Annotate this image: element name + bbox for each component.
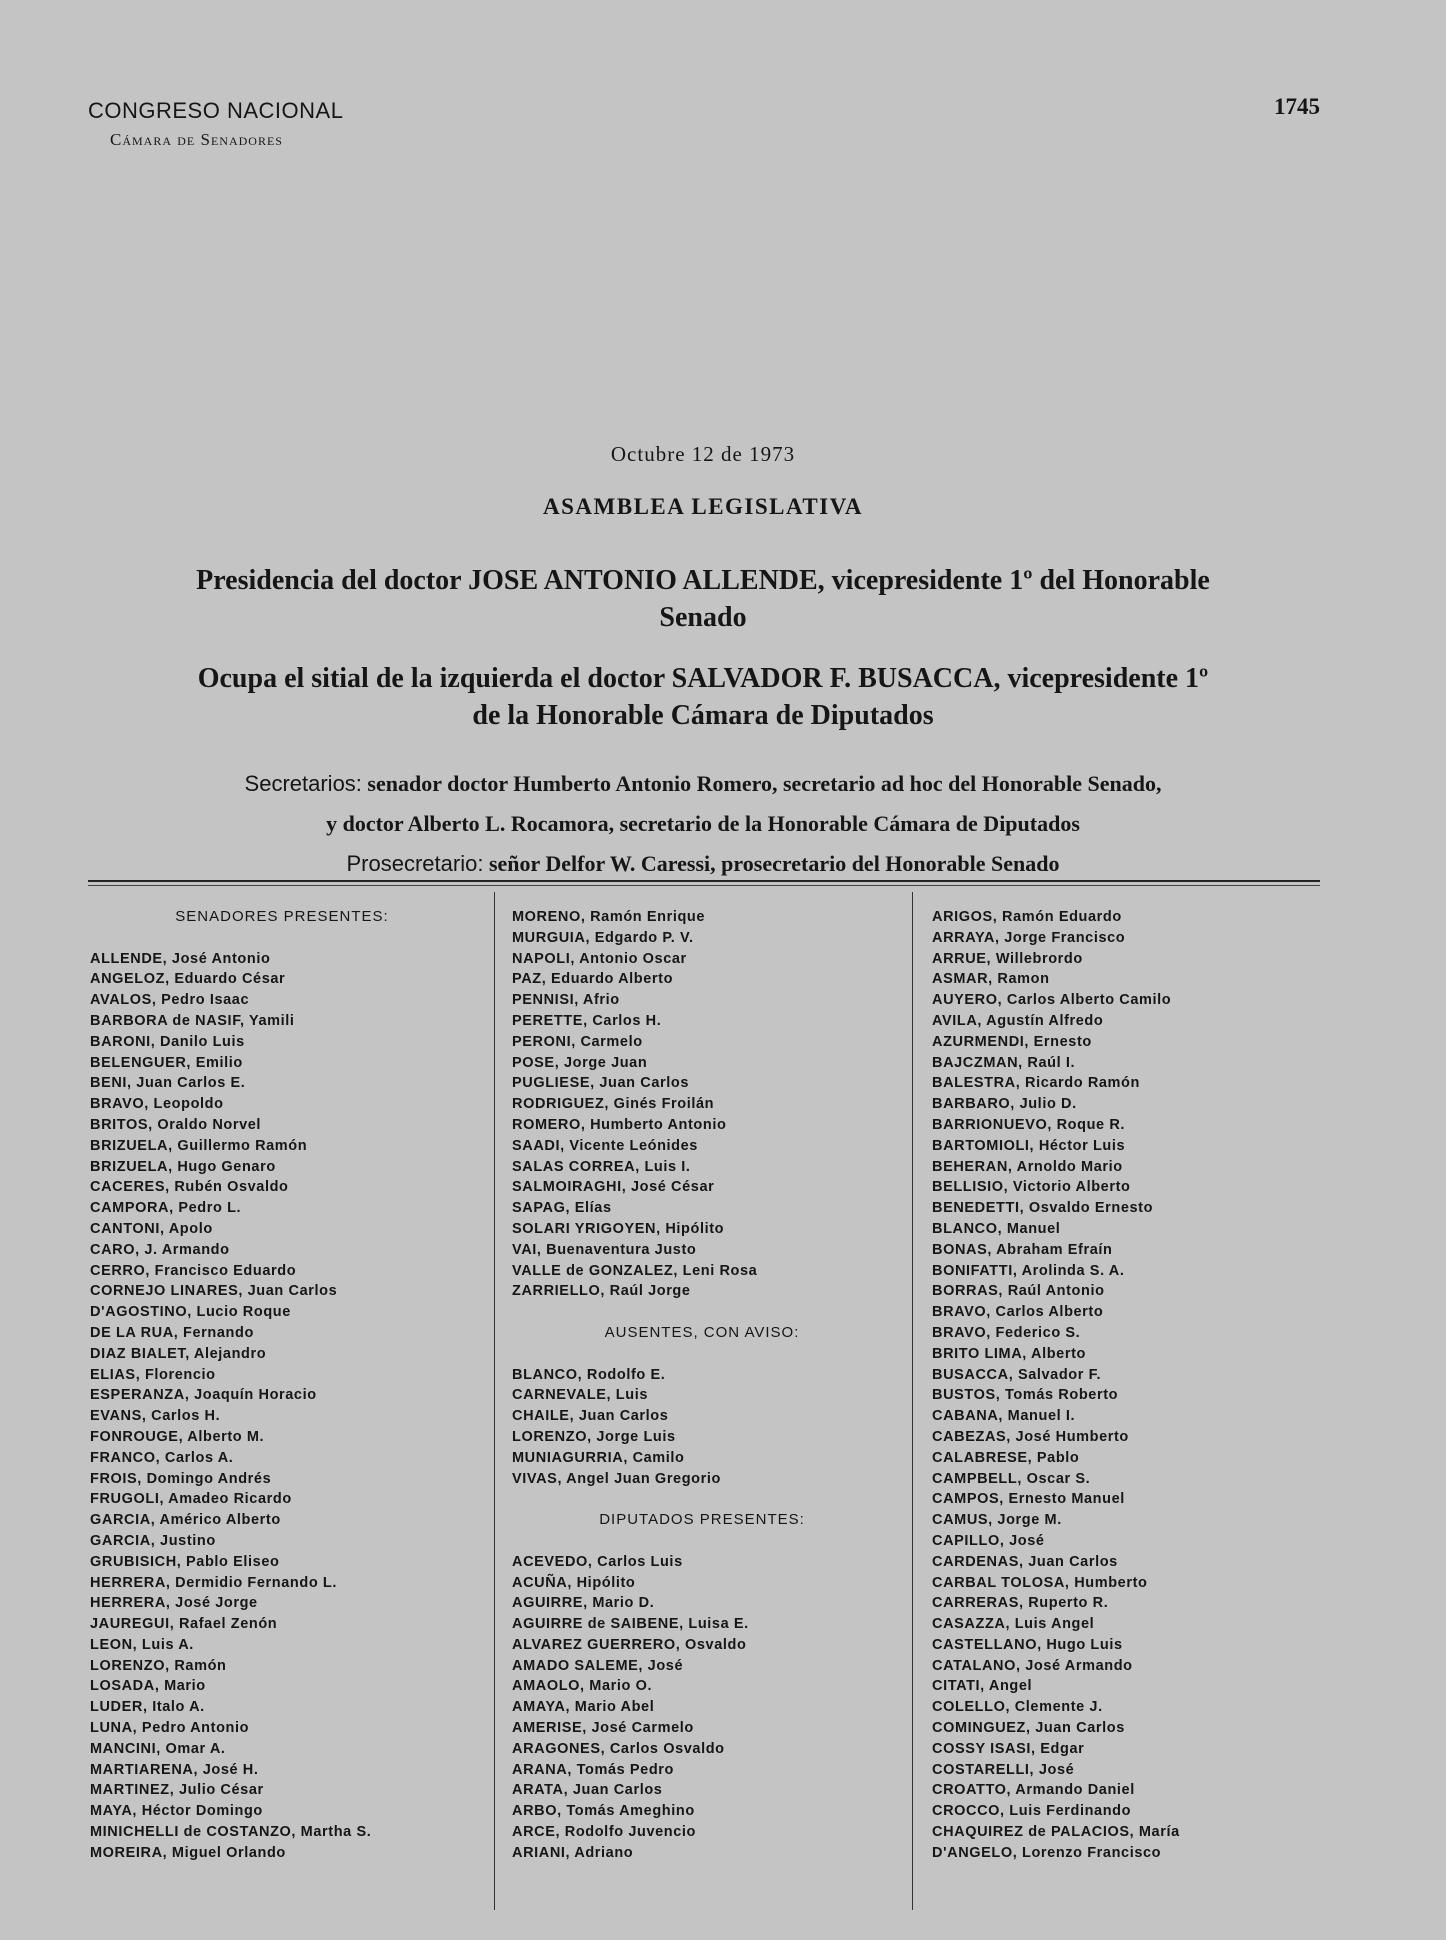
- running-header: [88, 98, 343, 150]
- column-1: [90, 907, 474, 1864]
- diputados-presentes-heading: DIPUTADOS PRESENTES:: [599, 1511, 805, 1529]
- senadores-list-col1: [90, 949, 474, 1864]
- senadores-list-col2: [512, 907, 892, 1302]
- header-subtitle: Cámara de Senadores: [110, 130, 283, 149]
- name-entry: PERONI, Carmelo: [512, 1033, 643, 1050]
- name-entry: CHAQUIREZ de PALACIOS, María: [932, 1824, 1180, 1841]
- name-entry: CASTELLANO, Hugo Luis: [932, 1636, 1123, 1653]
- name-entry: ARRAYA, Jorge Francisco: [932, 929, 1126, 946]
- name-entry: BARONI, Danilo Luis: [90, 1033, 245, 1050]
- name-entry: LOSADA, Mario: [90, 1678, 206, 1695]
- name-entry: MUNIAGURRIA, Camilo: [512, 1449, 685, 1466]
- name-entry: BRITO LIMA, Alberto: [932, 1345, 1086, 1362]
- name-entry: CASAZZA, Luis Angel: [932, 1616, 1095, 1633]
- name-entry: COSSY ISASI, Edgar: [932, 1740, 1085, 1757]
- name-entry: CALABRESE, Pablo: [932, 1449, 1080, 1466]
- name-entry: BRIZUELA, Hugo Genaro: [90, 1158, 276, 1175]
- name-entry: LUDER, Italo A.: [90, 1699, 205, 1716]
- name-entry: FRUGOLI, Amadeo Ricardo: [90, 1491, 292, 1508]
- page-number: 1745: [1274, 94, 1320, 119]
- name-entry: ARANA, Tomás Pedro: [512, 1761, 674, 1778]
- left-seat-line-2: de la Honorable Cámara de Diputados: [472, 700, 934, 731]
- name-entry: CHAILE, Juan Carlos: [512, 1408, 669, 1425]
- name-entry: ARIGOS, Ramón Eduardo: [932, 909, 1122, 925]
- name-entry: ARRUE, Willebrordo: [932, 950, 1083, 967]
- name-entry: LEON, Luis A.: [90, 1636, 194, 1653]
- name-entry: PENNISI, Afrio: [512, 992, 620, 1009]
- name-entry: ELIAS, Florencio: [90, 1366, 216, 1383]
- name-entry: COMINGUEZ, Juan Carlos: [932, 1720, 1125, 1737]
- name-entry: DE LA RUA, Fernando: [90, 1324, 254, 1341]
- name-entry: POSE, Jorge Juan: [512, 1054, 648, 1071]
- name-entry: MANCINI, Omar A.: [90, 1740, 226, 1757]
- name-entry: VAI, Buenaventura Justo: [512, 1241, 697, 1258]
- name-entry: GARCIA, Américo Alberto: [90, 1512, 281, 1529]
- double-rule-bottom: [88, 885, 1320, 886]
- name-entry: BUSACCA, Salvador F.: [932, 1366, 1102, 1383]
- spacer: [512, 1302, 892, 1323]
- name-entry: SOLARI YRIGOYEN, Hipólito: [512, 1220, 725, 1237]
- name-entry: BELENGUER, Emilio: [90, 1054, 243, 1071]
- name-entry: VALLE de GONZALEZ, Leni Rosa: [512, 1262, 758, 1279]
- secretaries-line-2: y doctor Alberto L. Rocamora, secretario de la Honorable Cámara de Diputados: [326, 811, 1080, 836]
- header-title: CONGRESO NACIONAL: [88, 98, 344, 123]
- name-entry: GRUBISICH, Pablo Eliseo: [90, 1553, 280, 1570]
- name-entry: CARDENAS, Juan Carlos: [932, 1553, 1118, 1570]
- name-entry: HERRERA, Dermidio Fernando L.: [90, 1574, 337, 1591]
- name-entry: BONIFATTI, Arolinda S. A.: [932, 1262, 1125, 1279]
- name-entry: AMADO SALEME, José: [512, 1657, 684, 1674]
- name-entry: ROMERO, Humberto Antonio: [512, 1116, 727, 1133]
- left-seat-line-1: Ocupa el sitial de la izquierda el doctor SALVADOR F. BUSACCA, vicepresidente 1º: [197, 663, 1209, 694]
- name-entry: ZARRIELLO, Raúl Jorge: [512, 1283, 691, 1300]
- name-entry: SAPAG, Elías: [512, 1200, 612, 1217]
- presidency-line-2: Senado: [659, 602, 747, 633]
- column-3: [932, 907, 1332, 1864]
- presidency-paragraph: [86, 562, 1320, 636]
- name-entry: CANTONI, Apolo: [90, 1220, 213, 1237]
- name-entry: AVILA, Agustín Alfredo: [932, 1012, 1104, 1029]
- name-entry: AVALOS, Pedro Isaac: [90, 992, 250, 1009]
- name-entry: LORENZO, Ramón: [90, 1657, 227, 1674]
- name-entry: CITATI, Angel: [932, 1678, 1033, 1695]
- diputados-list-col3: [932, 907, 1332, 1864]
- name-entry: BRITOS, Oraldo Norvel: [90, 1116, 262, 1133]
- name-entry: AGUIRRE, Mario D.: [512, 1595, 655, 1612]
- spacer: [512, 1344, 892, 1365]
- name-entry: CATALANO, José Armando: [932, 1657, 1133, 1674]
- name-entry: BARBORA de NASIF, Yamili: [90, 1012, 295, 1029]
- name-entry: FONROUGE, Alberto M.: [90, 1428, 265, 1445]
- name-entry: MINICHELLI de COSTANZO, Martha S.: [90, 1824, 372, 1841]
- name-entry: CERRO, Francisco Eduardo: [90, 1262, 297, 1279]
- name-entry: GARCIA, Justino: [90, 1532, 216, 1549]
- name-entry: HERRERA, José Jorge: [90, 1595, 258, 1612]
- name-entry: DIAZ BIALET, Alejandro: [90, 1345, 267, 1362]
- name-entry: FRANCO, Carlos A.: [90, 1449, 234, 1466]
- name-entry: LUNA, Pedro Antonio: [90, 1720, 250, 1737]
- name-entry: CAMPORA, Pedro L.: [90, 1200, 242, 1217]
- secretaries-text-1: senador doctor Humberto Antonio Romero, secretario ad hoc del Honorable Senado,: [367, 771, 1162, 796]
- name-entry: ACEVEDO, Carlos Luis: [512, 1553, 683, 1570]
- spacer: [512, 1531, 892, 1552]
- name-entry: VIVAS, Angel Juan Gregorio: [512, 1470, 721, 1487]
- prosecretary-text: señor Delfor W. Caressi, prosecretario del Honorable Senado: [488, 851, 1060, 876]
- name-entry: BUSTOS, Tomás Roberto: [932, 1387, 1119, 1404]
- name-entry: BELLISIO, Victorio Alberto: [932, 1179, 1131, 1196]
- name-entry: NAPOLI, Antonio Oscar: [512, 950, 687, 967]
- senadores-presentes-heading: SENADORES PRESENTES:: [175, 908, 389, 925]
- name-entry: ARBO, Tomás Ameghino: [512, 1803, 695, 1820]
- name-entry: BORRAS, Raúl Antonio: [932, 1283, 1105, 1300]
- name-entry: SALMOIRAGHI, José César: [512, 1179, 715, 1196]
- name-entry: AUYERO, Carlos Alberto Camilo: [932, 992, 1172, 1009]
- name-entry: SAADI, Vicente Leónides: [512, 1137, 698, 1154]
- secretaries-block: [86, 764, 1320, 884]
- name-entry: CROATTO, Armando Daniel: [932, 1782, 1135, 1799]
- name-entry: CABEZAS, José Humberto: [932, 1428, 1129, 1445]
- name-entry: MOREIRA, Miguel Orlando: [90, 1844, 286, 1861]
- name-entry: CAMPBELL, Oscar S.: [932, 1470, 1091, 1487]
- name-entry: CARO, J. Armando: [90, 1241, 230, 1258]
- secretaries-line-1: [86, 764, 1320, 804]
- name-entry: BRAVO, Leopoldo: [90, 1096, 224, 1113]
- diputados-list-col2: [512, 1552, 892, 1864]
- name-entry: CROCCO, Luis Ferdinando: [932, 1803, 1132, 1820]
- name-entry: PAZ, Eduardo Alberto: [512, 971, 674, 988]
- name-entry: AMAOLO, Mario O.: [512, 1678, 653, 1695]
- name-entry: BEHERAN, Arnoldo Mario: [932, 1158, 1123, 1175]
- name-entry: BENI, Juan Carlos E.: [90, 1075, 246, 1092]
- name-entry: ACUÑA, Hipólito: [512, 1574, 636, 1591]
- ausentes-heading: AUSENTES, CON AVISO:: [604, 1323, 800, 1341]
- name-entry: ARAGONES, Carlos Osvaldo: [512, 1740, 725, 1757]
- name-entry: ANGELOZ, Eduardo César: [90, 971, 286, 988]
- name-entry: LORENZO, Jorge Luis: [512, 1428, 676, 1445]
- name-entry: CAMPOS, Ernesto Manuel: [932, 1491, 1125, 1508]
- name-entry: ARIANI, Adriano: [512, 1844, 634, 1861]
- name-entry: MARTIARENA, José H.: [90, 1761, 259, 1778]
- name-entry: BALESTRA, Ricardo Ramón: [932, 1075, 1140, 1092]
- name-entry: COSTARELLI, José: [932, 1761, 1075, 1778]
- name-entry: JAUREGUI, Rafael Zenón: [90, 1616, 278, 1633]
- name-entry: CACERES, Rubén Osvaldo: [90, 1179, 289, 1196]
- ausentes-list: [512, 1365, 892, 1490]
- name-entry: CAMUS, Jorge M.: [932, 1512, 1062, 1529]
- session-date: Octubre 12 de 1973: [610, 442, 796, 466]
- name-entry: BLANCO, Rodolfo E.: [512, 1366, 666, 1383]
- name-entry: SALAS CORREA, Luis I.: [512, 1158, 691, 1175]
- name-entry: BRAVO, Federico S.: [932, 1324, 1081, 1341]
- presidency-line-1: Presidencia del doctor JOSE ANTONIO ALLENDE, vicepresidente 1º del Honorable: [196, 565, 1210, 596]
- name-entry: ARCE, Rodolfo Juvencio: [512, 1824, 696, 1841]
- name-entry: BARTOMIOLI, Héctor Luis: [932, 1137, 1126, 1154]
- name-entry: ASMAR, Ramon: [932, 971, 1050, 988]
- name-entry: MORENO, Ramón Enrique: [512, 909, 706, 925]
- name-entry: MARTINEZ, Julio César: [90, 1782, 264, 1799]
- name-entry: COLELLO, Clemente J.: [932, 1699, 1103, 1716]
- prosecretary-line: [86, 844, 1320, 884]
- name-entry: AGUIRRE de SAIBENE, Luisa E.: [512, 1616, 749, 1633]
- prosecretary-label: Prosecretario:: [346, 851, 484, 876]
- name-entry: PERETTE, Carlos H.: [512, 1012, 662, 1029]
- name-entry: AZURMENDI, Ernesto: [932, 1033, 1092, 1050]
- assembly-title: ASAMBLEA LEGISLATIVA: [543, 494, 863, 519]
- name-entry: EVANS, Carlos H.: [90, 1408, 221, 1425]
- name-entry: BAJCZMAN, Raúl I.: [932, 1054, 1076, 1071]
- name-entry: CAPILLO, José: [932, 1532, 1045, 1549]
- name-entry: D'AGOSTINO, Lucio Roque: [90, 1304, 291, 1321]
- name-entry: ARATA, Juan Carlos: [512, 1782, 663, 1799]
- name-entry: BARBARO, Julio D.: [932, 1096, 1077, 1113]
- secretaries-label: Secretarios:: [244, 771, 362, 796]
- name-entry: BENEDETTI, Osvaldo Ernesto: [932, 1200, 1154, 1217]
- column-divider-1: [494, 892, 495, 1910]
- column-2: [512, 907, 892, 1864]
- name-entry: CORNEJO LINARES, Juan Carlos: [90, 1283, 338, 1300]
- name-entry: MAYA, Héctor Domingo: [90, 1803, 263, 1820]
- name-entry: BONAS, Abraham Efraín: [932, 1241, 1113, 1258]
- name-entry: AMERISE, José Carmelo: [512, 1720, 694, 1737]
- left-seat-paragraph: [86, 660, 1320, 734]
- name-entry: CARNEVALE, Luis: [512, 1387, 649, 1404]
- name-entry: ALVAREZ GUERRERO, Osvaldo: [512, 1636, 747, 1653]
- name-entry: CARBAL TOLOSA, Humberto: [932, 1574, 1148, 1591]
- name-entry: AMAYA, Mario Abel: [512, 1699, 655, 1716]
- name-entry: D'ANGELO, Lorenzo Francisco: [932, 1844, 1162, 1861]
- name-entry: MURGUIA, Edgardo P. V.: [512, 929, 694, 946]
- spacer: [512, 1489, 892, 1510]
- name-entry: PUGLIESE, Juan Carlos: [512, 1075, 689, 1092]
- name-entry: FROIS, Domingo Andrés: [90, 1470, 272, 1487]
- name-entry: CABANA, Manuel I.: [932, 1408, 1076, 1425]
- spacer: [90, 928, 474, 949]
- name-entry: RODRIGUEZ, Ginés Froilán: [512, 1096, 715, 1113]
- name-entry: ALLENDE, José Antonio: [90, 950, 271, 967]
- name-entry: BRIZUELA, Guillermo Ramón: [90, 1137, 308, 1154]
- name-entry: BLANCO, Manuel: [932, 1220, 1061, 1237]
- name-entry: ESPERANZA, Joaquín Horacio: [90, 1387, 317, 1404]
- double-rule-top: [88, 880, 1320, 882]
- name-entry: CARRERAS, Ruperto R.: [932, 1595, 1109, 1612]
- name-entry: BARRIONUEVO, Roque R.: [932, 1116, 1126, 1133]
- name-entry: BRAVO, Carlos Alberto: [932, 1304, 1104, 1321]
- column-divider-2: [912, 892, 913, 1910]
